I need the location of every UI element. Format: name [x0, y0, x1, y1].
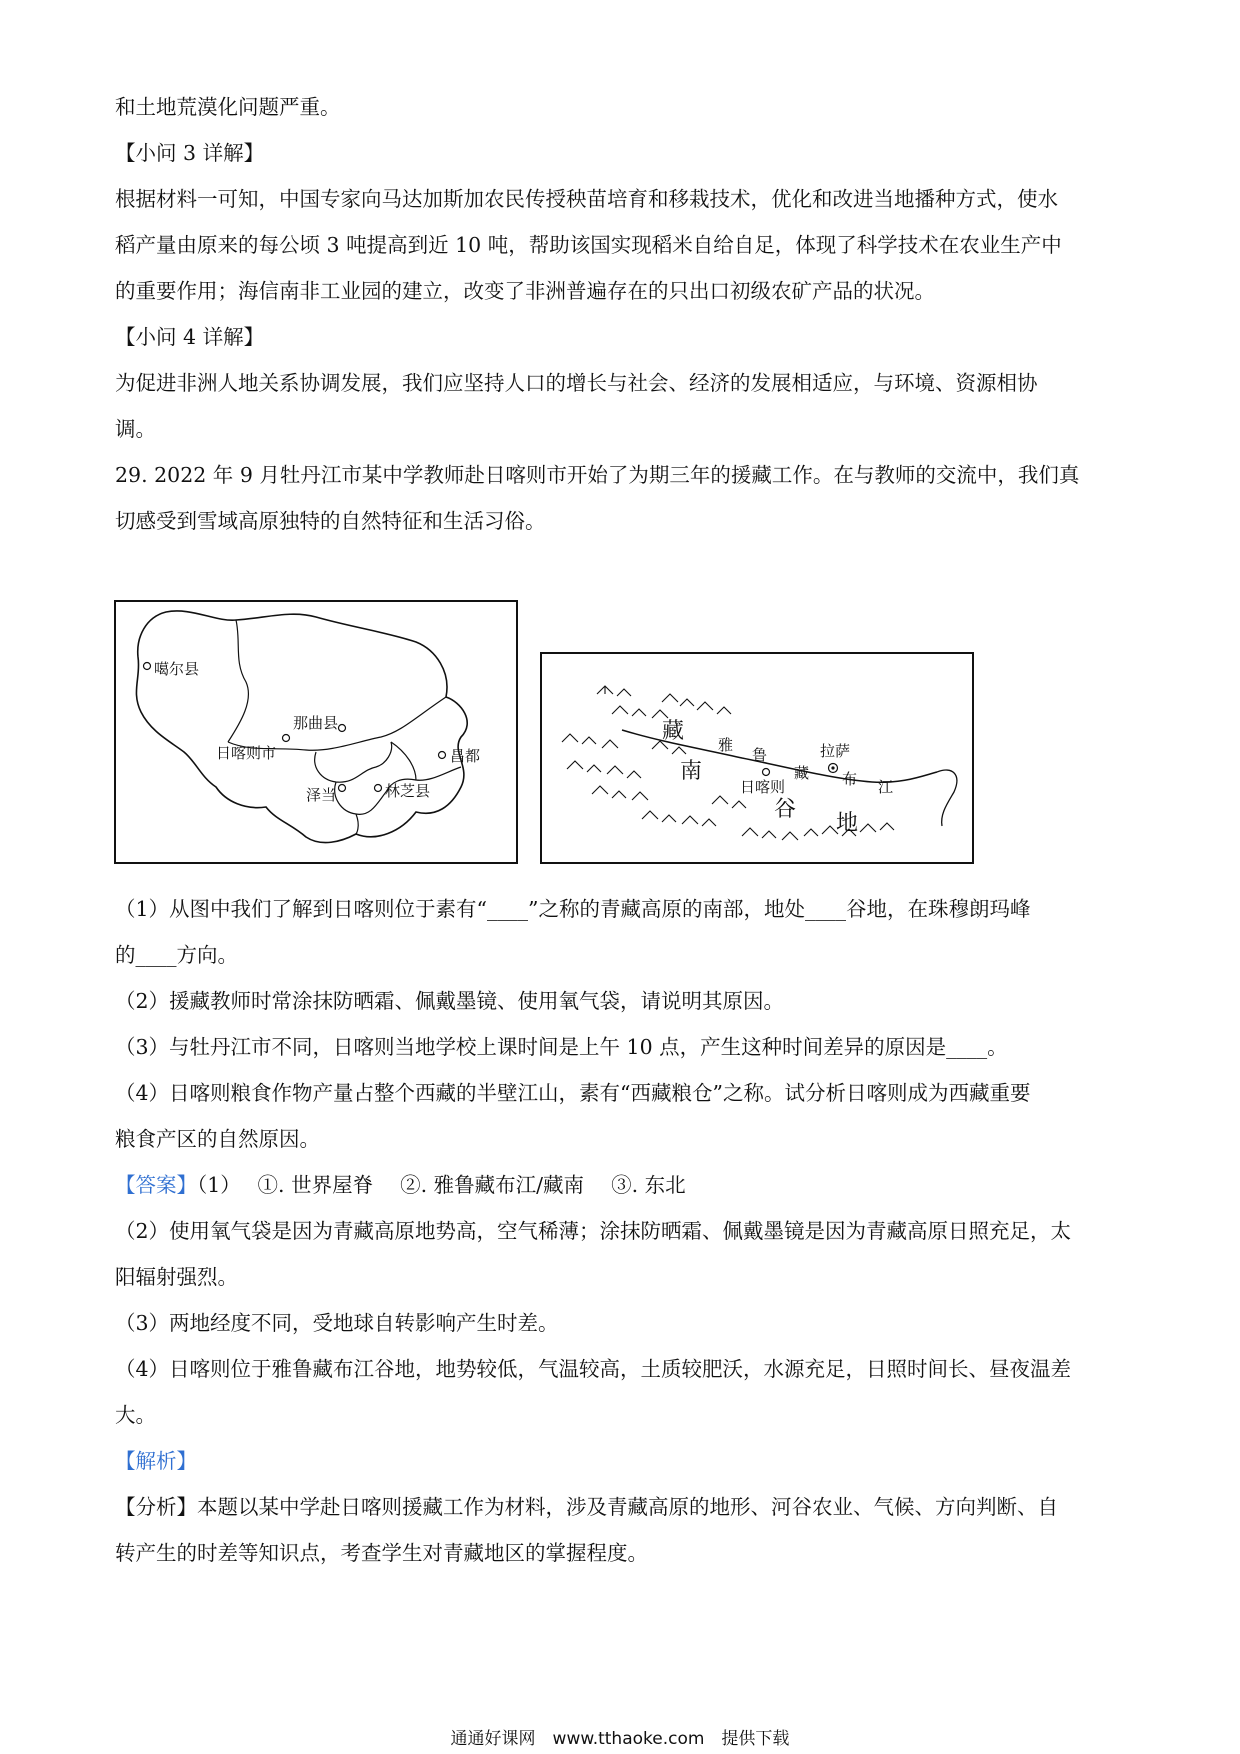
- yarlung-valley-map: [540, 652, 974, 864]
- text-line: 和土地荒漠化问题严重。: [115, 95, 341, 119]
- map-label-changdu: 昌都: [450, 747, 481, 765]
- text-line: 调。: [115, 417, 156, 441]
- answer-tag: 【答案】: [115, 1173, 197, 1197]
- page-footer: 通通好课网 www.tthaoke.com 提供下载: [450, 1729, 790, 1749]
- question-3: （3）与牡丹江市不同，日喀则当地学校上课时间是上午 10 点，产生这种时间差异的原因是____。: [115, 1035, 1008, 1059]
- map-label-ya: 雅: [718, 736, 734, 754]
- section-heading: 【小问 3 详解】: [115, 141, 265, 165]
- map-label-gaer: 噶尔县: [154, 660, 200, 678]
- map-label-zedang: 泽当: [306, 786, 337, 804]
- tibet-region-map: [114, 600, 518, 864]
- map-label-lasa: 拉萨: [820, 742, 851, 760]
- map-label-naqu: 那曲县: [293, 714, 339, 732]
- answer-2: （2）使用氧气袋是因为青藏高原地势高，空气稀薄；涂抹防晒霜、佩戴墨镜是因为青藏高原日照充足，太: [115, 1219, 1072, 1243]
- map-label-bu: 布: [842, 770, 858, 788]
- text-line: 为促进非洲人地关系协调发展，我们应坚持人口的增长与社会、经济的发展相适应，与环境、资源相协: [115, 371, 1038, 395]
- answer-4-cont: 大。: [115, 1403, 156, 1427]
- answer-1: [115, 1170, 1135, 1200]
- fenxi-text: 本题以某中学赴日喀则援藏工作为材料，涉及青藏高原的地形、河谷农业、气候、方向判断、自: [197, 1495, 1058, 1519]
- map-label-rikaze-city: 日喀则: [740, 778, 786, 796]
- analysis-1: [115, 1492, 1135, 1522]
- question-4-cont: 粮食产区的自然原因。: [115, 1127, 320, 1151]
- map-label-zang: 藏: [662, 719, 685, 744]
- answer-3: （3）两地经度不同，受地球自转影响产生时差。: [115, 1311, 559, 1335]
- map-label-linzhi: 林芝县: [385, 782, 431, 800]
- text-line: 根据材料一可知，中国专家向马达加斯加农民传授秧苗培育和移栽技术，优化和改进当地播种方式，使水: [115, 187, 1058, 211]
- question-1-cont: 的____方向。: [115, 943, 238, 967]
- text-line: 稻产量由原来的每公顷 3 吨提高到近 10 吨，帮助该国实现稻米自给自足，体现了科学技术在农业生产中: [115, 233, 1062, 257]
- question-stem: 29. 2022 年 9 月牡丹江市某中学教师赴日喀则市开始了为期三年的援藏工作。在与教师的交流中，我们真: [115, 463, 1080, 487]
- answer-4: （4）日喀则位于雅鲁藏布江谷地，地势较低，气温较高，土质较肥沃，水源充足，日照时间长、昼夜温差: [115, 1357, 1072, 1381]
- answer-1-text: （1） ①. 世界屋脊 ②. 雅鲁藏布江/藏南 ③. 东北: [197, 1173, 686, 1197]
- fenxi-tag: 【分析】: [115, 1495, 197, 1519]
- map-label-gu: 谷: [774, 797, 797, 822]
- analysis-tag: 【解析】: [115, 1449, 197, 1473]
- map-label-nan: 南: [680, 759, 703, 784]
- map-label-zang2: 藏: [794, 764, 810, 782]
- map-label-lu: 鲁: [752, 746, 768, 764]
- question-2: （2）援藏教师时常涂抹防晒霜、佩戴墨镜、使用氧气袋，请说明其原因。: [115, 989, 785, 1013]
- text-line: 的重要作用；海信南非工业园的建立，改变了非洲普遍存在的只出口初级农矿产品的状况。: [115, 279, 935, 303]
- question-1: （1）从图中我们了解到日喀则位于素有“____”之称的青藏高原的南部，地处____谷地，在珠穆朗玛峰: [115, 897, 1031, 921]
- map-label-di: 地: [836, 811, 859, 836]
- map-label-rikaze: 日喀则市: [216, 744, 277, 762]
- question-stem: 切感受到雪域高原独特的自然特征和生活习俗。: [115, 509, 546, 533]
- map-label-jiang: 江: [878, 778, 894, 796]
- analysis-2: 转产生的时差等知识点，考查学生对青藏地区的掌握程度。: [115, 1541, 648, 1565]
- answer-2-cont: 阳辐射强烈。: [115, 1265, 238, 1289]
- question-4: （4）日喀则粮食作物产量占整个西藏的半壁江山，素有“西藏粮仓”之称。试分析日喀则成为西藏重要: [115, 1081, 1031, 1105]
- section-heading: 【小问 4 详解】: [115, 325, 265, 349]
